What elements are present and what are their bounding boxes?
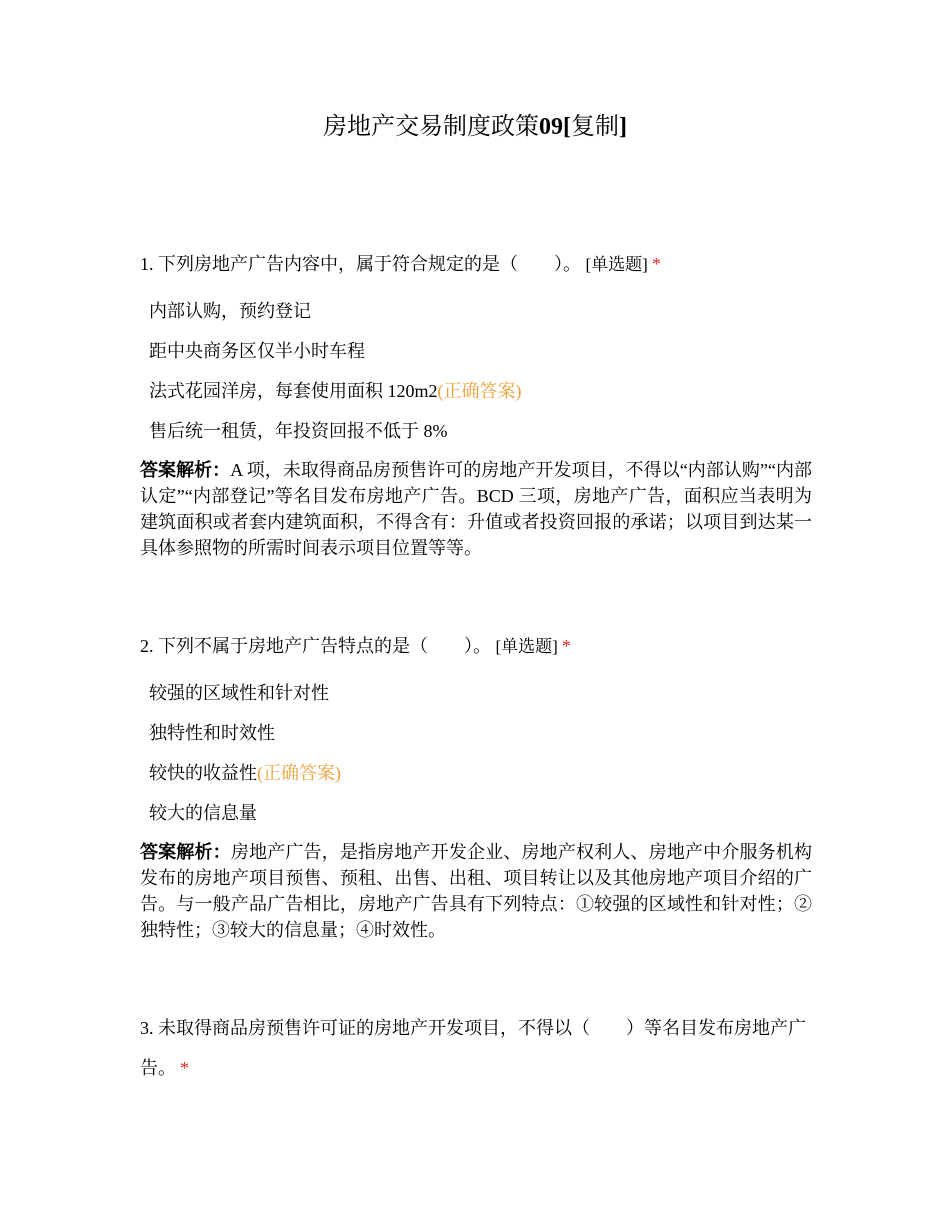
option-b[interactable]: [140, 713, 812, 753]
question-2: [140, 626, 812, 943]
question-1: [140, 244, 812, 561]
analysis-label: 答案解析：: [140, 842, 231, 862]
title-prefix: 房地产交易制度政策: [323, 114, 539, 140]
required-mark: *: [651, 254, 661, 274]
option-text: 较强的区域性和针对性: [149, 683, 329, 703]
option-b[interactable]: [140, 331, 812, 371]
question-3-header: [140, 1008, 812, 1088]
analysis-label: 答案解析：: [140, 460, 231, 480]
required-mark: *: [180, 1058, 189, 1078]
option-text: 售后统一租赁，年投资回报不低于 8%: [149, 421, 448, 441]
answer-analysis: [140, 457, 812, 561]
correct-answer-mark: (正确答案): [257, 763, 341, 783]
analysis-text: A 项，未取得商品房预售许可的房地产开发项目，不得以“内部认购”“内部认定”“内部登记”等名目发布房地产广告。BCD 三项，房地产广告，面积应当表明为建筑面积或者套内建筑面积，不得含有：升值或者投资回报的承诺；以项目到达某一具体参照物的所需时间表示项目位置等等。: [140, 460, 812, 558]
answer-analysis: [140, 839, 812, 943]
question-number: 1.: [140, 254, 154, 274]
option-a[interactable]: [140, 673, 812, 713]
option-d[interactable]: [140, 793, 812, 833]
option-a[interactable]: [140, 291, 812, 331]
option-text: 距中央商务区仅半小时车程: [149, 341, 365, 361]
question-type-tag: [单选题]: [495, 637, 558, 656]
question-number: 3.: [140, 1018, 154, 1038]
question-text: 下列房地产广告内容中，属于符合规定的是（ ）。: [158, 254, 581, 274]
option-c[interactable]: [140, 753, 812, 793]
question-text: 未取得商品房预售许可证的房地产开发项目，不得以（ ）等名目发布房地产广告。: [140, 1018, 806, 1078]
title-end-bracket: ]: [619, 114, 627, 140]
option-text: 法式花园洋房，每套使用面积 120m2: [149, 381, 438, 401]
question-1-header: [140, 244, 812, 285]
option-c[interactable]: [140, 371, 812, 411]
required-mark: *: [561, 636, 571, 656]
title-copy-label: 复制: [571, 114, 619, 140]
option-text: 较大的信息量: [149, 803, 257, 823]
correct-answer-mark: (正确答案): [437, 381, 522, 401]
option-d[interactable]: [140, 411, 812, 451]
question-2-header: [140, 626, 812, 667]
question-3: [140, 1008, 812, 1088]
title-bold-part: 09[: [539, 114, 571, 140]
option-text: 较快的收益性: [149, 763, 257, 783]
option-text: 独特性和时效性: [149, 723, 275, 743]
analysis-text: 房地产广告，是指房地产开发企业、房地产权利人、房地产中介服务机构发布的房地产项目预售、预租、出售、出租、项目转让以及其他房地产项目介绍的广告。与一般产品广告相比，房地产广告具有下列特点：①较强的区域性和针对性；②独特性；③较大的信息量；④时效性。: [140, 842, 813, 940]
question-text: 下列不属于房地产广告特点的是（ ）。: [158, 636, 491, 656]
page-title: [0, 110, 950, 144]
question-type-tag: [单选题]: [585, 255, 648, 274]
option-text: 内部认购，预约登记: [149, 301, 311, 321]
question-number: 2.: [140, 636, 154, 656]
